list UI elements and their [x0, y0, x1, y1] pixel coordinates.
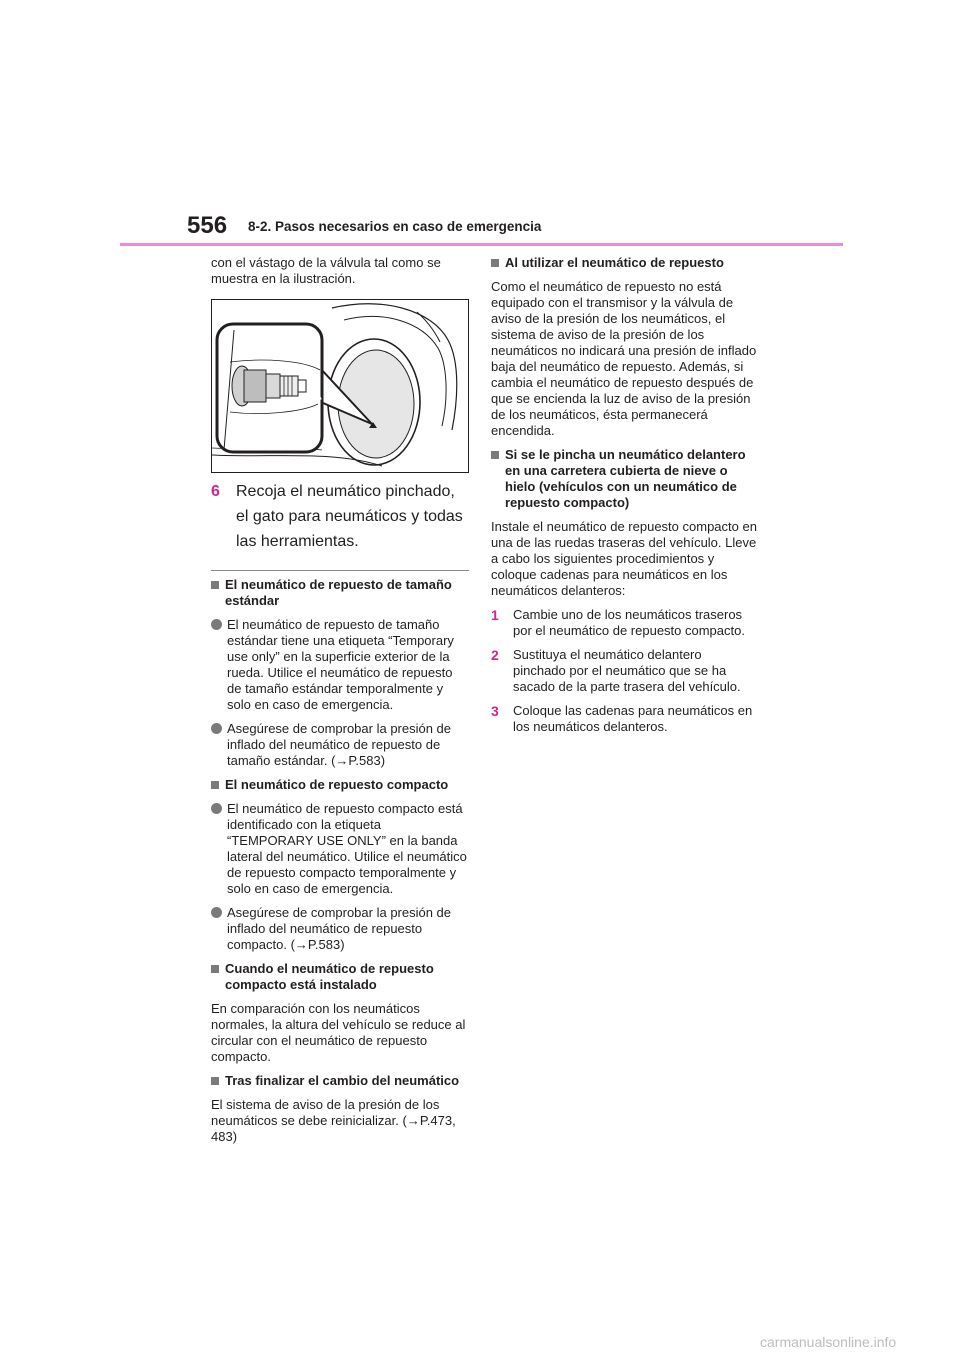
step-number: 6	[211, 483, 220, 500]
round-bullet-icon	[211, 803, 222, 814]
square-bullet-icon	[211, 1077, 219, 1085]
paragraph: Como el neumático de repuesto no está equipado con el transmisor y la válvula de aviso de la presión de los neumáticos, el sistema de aviso de la presión de los neumáticos no indicará una presión de inflado baja del neumático de repuesto. Además, si cambia el neumático de repuesto después de que se encienda la luz de aviso de la presión de los neumáticos, ésta permanecerá encendida.	[491, 279, 757, 438]
round-bullet-icon	[211, 723, 222, 734]
right-column	[491, 255, 757, 743]
header-rule	[120, 243, 843, 246]
paragraph: Instale el neumático de repuesto compacto en una de las ruedas traseras del vehículo. Lleve a cabo los siguientes procedimientos y coloque cadenas para neumáticos en los neumáticos delanteros:	[491, 519, 757, 598]
page-number: 556	[187, 212, 228, 239]
square-bullet-icon	[491, 451, 499, 459]
step-number: 3	[491, 703, 499, 719]
square-bullet-icon	[491, 259, 499, 267]
valve-illustration-svg	[212, 300, 468, 472]
step-2	[491, 647, 757, 695]
square-bullet-icon	[211, 965, 219, 973]
step-6	[211, 479, 469, 554]
heading-text: Tras finalizar el cambio del neumático	[225, 1073, 460, 1088]
step-text: Sustituya el neumático delantero pinchado por el neumático que se ha sacado de la parte trasera del vehículo.	[513, 647, 741, 694]
valve-stem-illustration	[211, 299, 469, 473]
round-bullet-icon	[211, 907, 222, 918]
step-text: Cambie uno de los neumáticos traseros por el neumático de repuesto compacto.	[513, 607, 745, 638]
bullet-text: Asegúrese de comprobar la presión de inflado del neumático de repuesto compacto. (→P.583)	[227, 905, 452, 952]
bullet-text: El neumático de repuesto de tamaño estándar tiene una etiqueta “Temporary use only” en la superficie exterior de la rueda. Utilice el neumático de repuesto de tamaño estándar temporalmente y solo en caso de emergencia.	[227, 617, 454, 712]
square-bullet-icon	[211, 581, 219, 589]
heading-using-spare	[491, 255, 757, 271]
intro-text: con el vástago de la válvula tal como se muestra en la ilustración.	[211, 255, 441, 286]
paragraph: El sistema de aviso de la presión de los neumáticos se debe reinicializar. (→P.473, 483)	[211, 1097, 456, 1144]
heading-front-flat-snow	[491, 447, 757, 511]
heading-text: Si se le pincha un neumático delantero en una carretera cubierta de nieve o hielo (vehículos con un neumático de repuesto compacto)	[505, 447, 746, 510]
bullet-item	[211, 905, 469, 953]
heading-standard-spare	[211, 577, 469, 609]
step-3	[491, 703, 757, 735]
bullet-text: El neumático de repuesto compacto está identificado con la etiqueta “TEMPORARY USE ONLY” en la banda lateral del neumático. Utilice el neumático de repuesto compacto temporalmente y solo en caso de emergencia.	[227, 801, 467, 896]
step-text: Recoja el neumático pinchado, el gato para neumáticos y todas las herramientas.	[236, 483, 463, 550]
square-bullet-icon	[211, 781, 219, 789]
heading-compact-spare	[211, 777, 469, 793]
step-1	[491, 607, 757, 639]
paragraph: En comparación con los neumáticos normales, la altura del vehículo se reduce al circular con el neumático de repuesto compacto.	[211, 1001, 466, 1064]
bullet-text: Asegúrese de comprobar la presión de inflado del neumático de repuesto de tamaño estándar. (→P.583)	[227, 721, 452, 768]
step-number: 2	[491, 647, 499, 663]
heading-after-change	[211, 1073, 469, 1089]
watermark: carmanualsonline.info	[760, 1334, 897, 1350]
step-number: 1	[491, 607, 499, 623]
heading-text: Cuando el neumático de repuesto compacto está instalado	[225, 961, 434, 992]
heading-text: El neumático de repuesto compacto	[225, 777, 449, 792]
heading-text: Al utilizar el neumático de repuesto	[505, 255, 724, 270]
page-header	[0, 0, 960, 250]
bullet-item	[211, 617, 469, 713]
bullet-item	[211, 721, 469, 769]
step-text: Coloque las cadenas para neumáticos en los neumáticos delanteros.	[513, 703, 753, 734]
left-column	[211, 255, 469, 1153]
section-divider	[211, 570, 469, 571]
heading-text: El neumático de repuesto de tamaño estándar	[225, 577, 452, 608]
bullet-item	[211, 801, 469, 897]
round-bullet-icon	[211, 619, 222, 630]
heading-compact-installed	[211, 961, 469, 993]
section-title: 8-2. Pasos necesarios en caso de emergencia	[248, 219, 542, 234]
